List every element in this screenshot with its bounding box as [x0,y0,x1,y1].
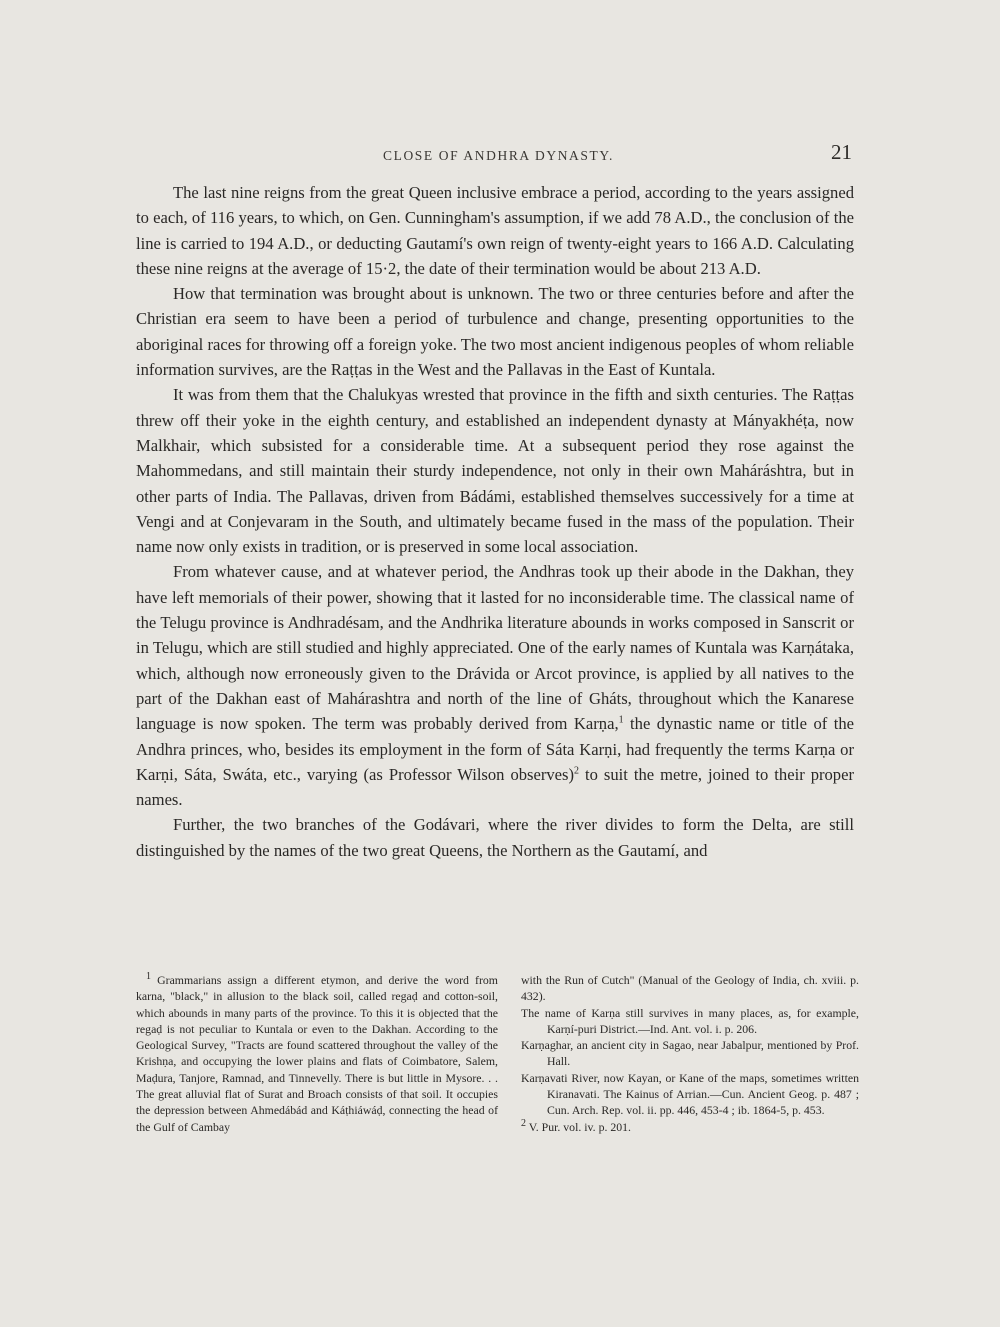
footnote-1-text: Grammarians assign a different etymon, and derive the word from karna, "black," in allusion to the black soil, called regaḍ and cotton-soil, which abounds in many parts of the province. To this it is objected that the regaḍ is not peculiar to Kuntala or even to the Dakhan. According to the Geological Survey, "Tracts are found scattered throughout the valley of the Krishṇa, and occupying the lower plains and flats of Coimbatore, Salem, Maḍura, Tanjore, Ramnad, and Tinnevelly. There is but little in Mysore. . . The great alluvial flat of Surat and Broach consists of that soil. It occupies the depression between Ahmedábád and Káṭhiáwáḍ, connecting the head of the Gulf of Cambay [136,973,498,1134]
paragraph-4-part-2: the dynastic name or title of the Andhra princes, who, besides its employment in the form of Sáta Karṇi, had frequently the terms Karṇa or Karṇi, Sáta, Swáta, etc., varying (as Professor Wilson observes) [136,714,854,784]
footnote-ref-1: 1 [618,714,624,726]
footnote-1-continuation: with the Run of Cutch" (Manual of the Geology of India, ch. xviii. p. 432). [521,973,859,1004]
footnote-entry: The name of Karṇa still survives in many places, as, for example, Karṇí-puri District.—Ind. Ant. vol. i. p. 206. [521,1005,859,1036]
paragraph-5: Further, the two branches of the Godávari, where the river divides to form the Delta, are still distinguished by the names of the two great Queens, the Northern as the Gautamí, and [136,815,854,860]
body-text [136,180,854,863]
footnote-2 [521,1119,859,1135]
footnote-2-text: V. Pur. vol. iv. p. 201. [528,1119,632,1134]
footnote-ref-2: 2 [574,765,580,777]
paragraph-4 [136,559,854,812]
footnote-column-left [136,972,498,1135]
footnote-2-marker: 2 [521,1117,526,1129]
page-number: 21 [831,140,852,164]
paragraph-2: How that termination was brought about is unknown. The two or three centuries before and after the Christian era seem to have been a period of turbulence and change, presenting opportunities to the aboriginal races for throwing off a foreign yoke. The two most ancient indigenous peoples of whom reliable information survives, are the Raṭṭas in the West and the Pallavas in the East of Kuntala. [136,284,854,380]
running-title: CLOSE OF ANDHRA DYNASTY. [383,148,614,163]
footnotes [136,972,858,1162]
footnote-column-right [521,972,859,1135]
footnote-1 [136,972,498,1135]
footnote-1-marker: 1 [146,971,151,983]
paragraph-4-part-3: to suit the metre, joined to their proper names. [136,764,854,810]
running-header [0,140,1000,170]
paragraph-4-part-1: From whatever cause, and at whatever period, the Andhras took up their abode in the Dakhan, they have left memorials of their power, showing that it lasted for no inconsiderable time. The classical name of the Telugu province is Andhradésam, and the Andhrika literature abounds in works composed in Sanscrit or in Telugu, which are still studied and highly appreciated. One of the early names of Kuntala was Karṇátaka, which, although now erroneously given to the Drávida or Arcot province, is applied by all natives to the part of the Dakhan east of Mahárashtra and north of the line of Gháts, throughout which the Kanarese language is now spoken. The term was probably derived from Karṇa, [136,562,854,734]
paragraph-1: The last nine reigns from the great Queen inclusive embrace a period, according to the years assigned to each, of 116 years, to which, on Gen. Cunningham's assumption, if we add 78 A.D., the conclusion of the line is carried to 194 A.D., or deducting Gautamí's own reign of twenty-eight years to 166 A.D. Calculating these nine reigns at the average of 15·2, the date of their termination would be about 213 A.D. [136,183,854,278]
footnote-entry: Karṇavati River, now Kayan, or Kane of the maps, sometimes written Kiranavati. The Kainus of Arrian.—Cun. Ancient Geog. p. 487 ; Cun. Arch. Rep. vol. ii. pp. 446, 453-4 ; ib. 1864-5, p. 453. [521,1070,859,1118]
paragraph-3: It was from them that the Chalukyas wrested that province in the fifth and sixth centuries. The Raṭṭas threw off their yoke in the eighth century, and established an independent dynasty at Mányakhéṭa, now Malkhair, which subsisted for a considerable time. At a subsequent period they rose against the Mahommedans, and still maintain their sturdy independence, not only in their own Maháráshtra, but in other parts of India. The Pallavas, driven from Bádámi, established themselves successively for a time at Vengi and at Conjevaram in the South, and ultimately became fused in the mass of the population. Their name now only exists in tradition, or is preserved in some local association. [136,385,854,557]
footnote-entry: Karṇaghar, an ancient city in Sagao, near Jabalpur, mentioned by Prof. Hall. [521,1038,859,1069]
